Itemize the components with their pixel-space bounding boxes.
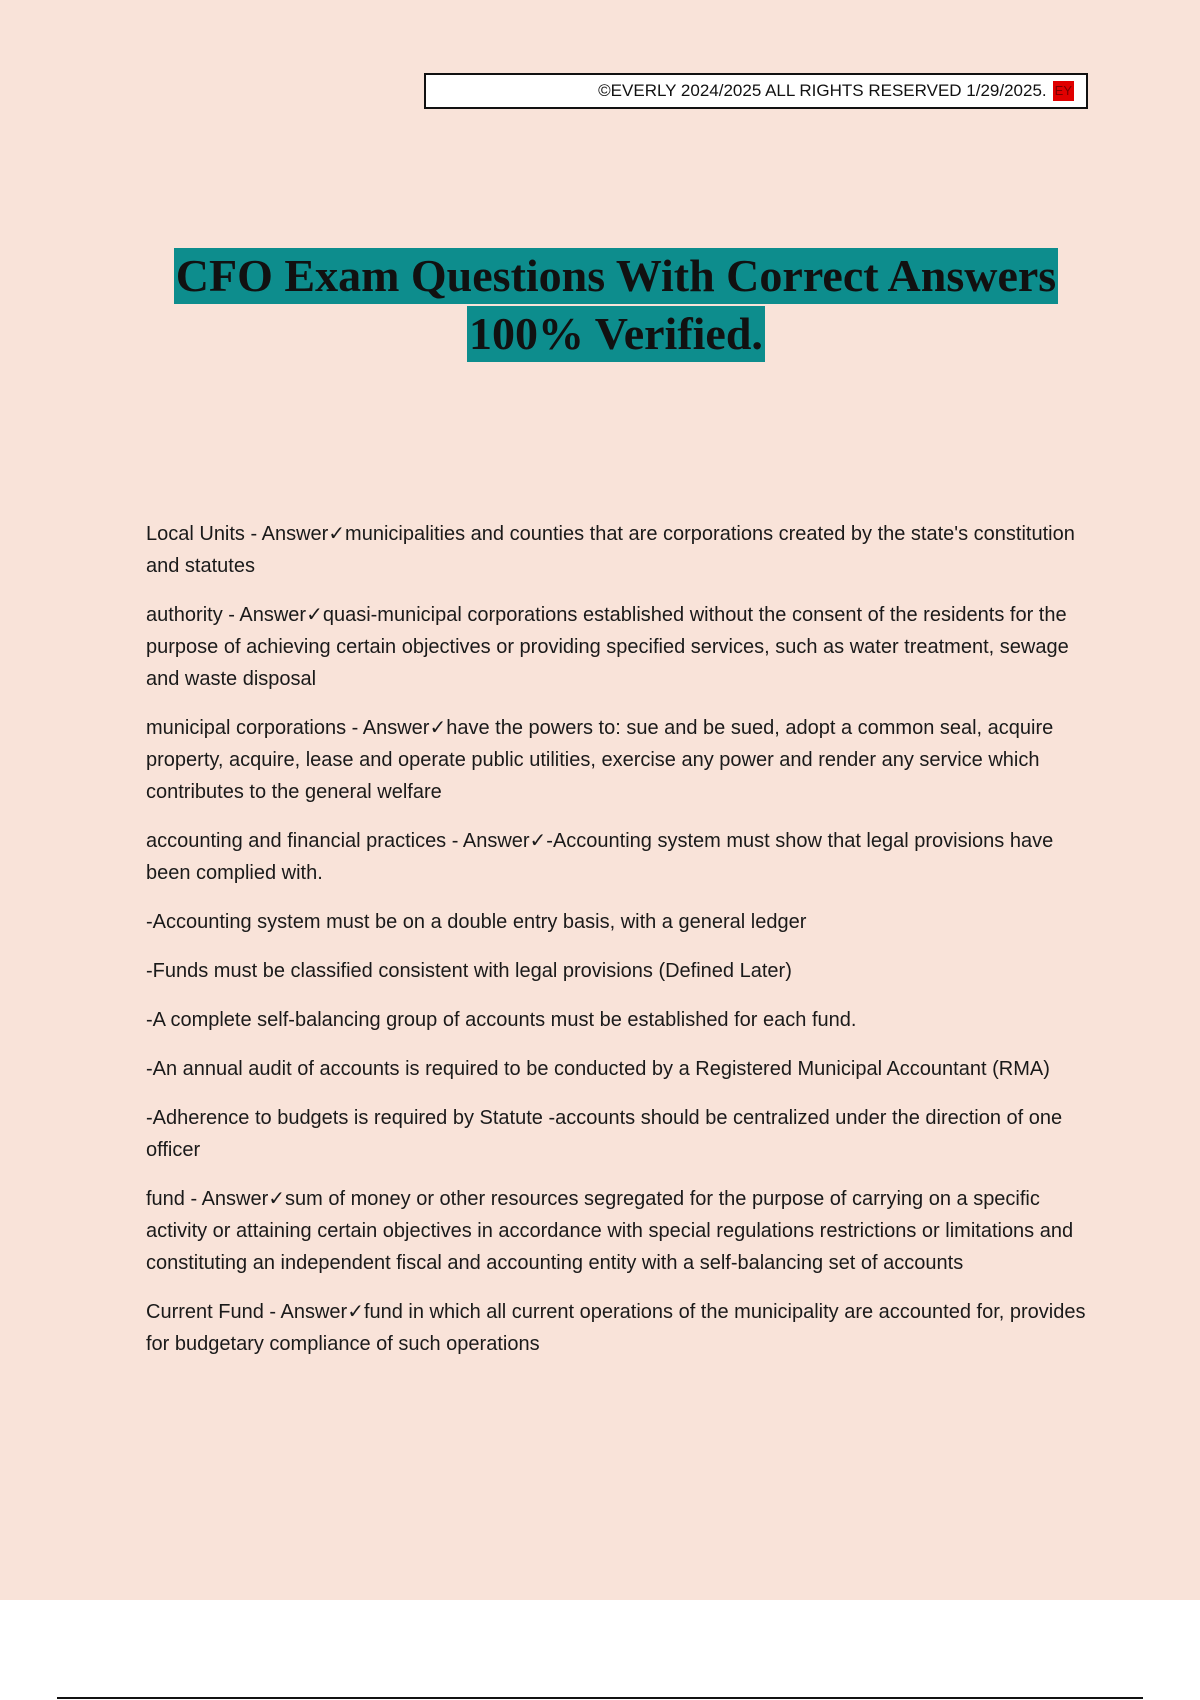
qa-entry: -Adherence to budgets is required by Statute -accounts should be centralized under the direction of one officer — [146, 1107, 1063, 1161]
qa-entry: authority - Answer✓quasi-municipal corporations established without the consent of the residents for the purpose of achieving certain objectives or providing specified services, such as water treatment, sewage and waste disposal — [146, 604, 1069, 690]
title-line-1: CFO Exam Questions With Correct Answers — [174, 248, 1058, 304]
title-line-2: 100% Verified. — [467, 306, 765, 362]
copyright-text: ©EVERLY 2024/2025 ALL RIGHTS RESERVED 1/29/2025. — [598, 81, 1047, 100]
qa-entry: -A complete self-balancing group of accounts must be established for each fund. — [146, 1009, 857, 1031]
qa-entry: Local Units - Answer✓municipalities and counties that are corporations created by the state's constitution and statutes — [146, 523, 1075, 577]
header-red-mark: EY — [1053, 81, 1074, 101]
qa-entry: municipal corporations - Answer✓have the powers to: sue and be sued, adopt a common seal, acquire property, acquire, lease and operate public utilities, exercise any power and render any service which contributes to the general welfare — [146, 717, 1054, 803]
qa-entry: fund - Answer✓sum of money or other resources segregated for the purpose of carrying on a specific activity or attaining certain objectives in accordance with special regulations restrictions or limitations and constituting an independent fiscal and accounting entity with a self-balancing set of accounts — [146, 1188, 1074, 1274]
qa-entry: accounting and financial practices - Answer✓-Accounting system must show that legal provisions have been complied with. — [146, 830, 1054, 884]
qa-entry: Current Fund - Answer✓fund in which all current operations of the municipality are accounted for, provides for budgetary compliance of such operations — [146, 1301, 1086, 1355]
qa-content — [146, 518, 1092, 1377]
document-title — [0, 248, 1200, 362]
qa-entry: -Funds must be classified consistent with legal provisions (Defined Later) — [146, 960, 792, 982]
qa-entry: -Accounting system must be on a double entry basis, with a general ledger — [146, 911, 807, 933]
footer-divider — [57, 1697, 1143, 1699]
copyright-header-box — [424, 73, 1088, 109]
qa-entry: -An annual audit of accounts is required to be conducted by a Registered Municipal Accountant (RMA) — [146, 1058, 1050, 1080]
